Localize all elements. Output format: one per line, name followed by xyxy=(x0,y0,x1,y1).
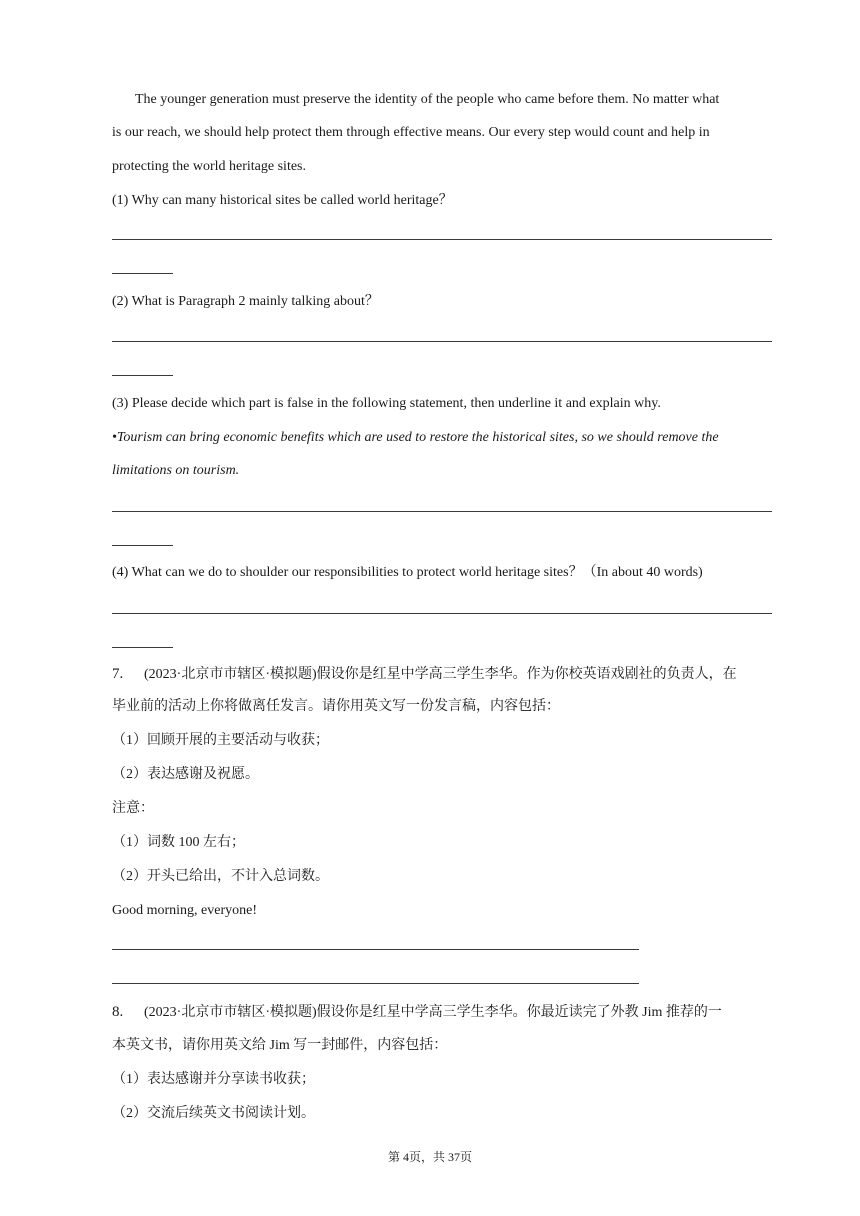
task-7-note-1: （1）词数 100 左右； xyxy=(112,835,245,850)
task-7-note-label: 注意： xyxy=(112,801,154,816)
task-7-note-2: （2）开头已给出，不计入总词数。 xyxy=(112,869,329,884)
task-7-opening: Good morning, everyone! xyxy=(112,903,258,918)
task-7-item-2: （2）表达感谢及祝愿。 xyxy=(112,767,259,782)
question-3: (3) Please decide which part is false in the following statement, then underline it and explain why. xyxy=(112,396,661,411)
passage-line-2: is our reach, we should help protect them through effective means. Our every step would count and help in xyxy=(112,125,710,140)
answer-line xyxy=(112,949,639,950)
answer-line xyxy=(112,341,772,342)
question-4: (4) What can we do to shoulder our responsibilities to protect world heritage sites？（In about 40 words) xyxy=(112,565,703,580)
answer-line xyxy=(112,273,173,274)
statement-line-2: limitations on tourism. xyxy=(112,463,240,478)
task-8-prompt: (2023·北京市市辖区·模拟题)假设你是红星中学高三学生李华。你最近读完了外教 Jim 推荐的一 xyxy=(144,1005,722,1020)
task-8-number: 8. xyxy=(112,1004,124,1020)
answer-line xyxy=(112,511,772,512)
page-footer: 第 4页，共 37页 xyxy=(387,1150,472,1164)
answer-line xyxy=(112,613,772,614)
answer-line xyxy=(112,375,173,376)
task-7-prompt: (2023·北京市市辖区·模拟题)假设你是红星中学高三学生李华。作为你校英语戏剧社的负责人，在 xyxy=(144,667,737,682)
statement-line-1: •Tourism can bring economic benefits which are used to restore the historical sites, so we should remove the xyxy=(112,430,719,445)
task-7-line-1 xyxy=(112,665,737,684)
task-7-line-2: 毕业前的活动上你将做离任发言。请你用英文写一份发言稿，内容包括： xyxy=(112,699,560,714)
task-8-item-2: （2）交流后续英文书阅读计划。 xyxy=(112,1106,315,1121)
answer-line xyxy=(112,647,173,648)
task-8-line-1 xyxy=(112,1003,722,1022)
answer-line xyxy=(112,545,173,546)
task-7-number: 7. xyxy=(112,666,124,682)
passage-line-3: protecting the world heritage sites. xyxy=(112,159,306,174)
task-8-line-2: 本英文书，请你用英文给 Jim 写一封邮件，内容包括： xyxy=(112,1038,448,1053)
answer-line xyxy=(112,983,639,984)
task-8-item-1: （1）表达感谢并分享读书收获； xyxy=(112,1072,315,1087)
question-2: (2) What is Paragraph 2 mainly talking about？ xyxy=(112,294,379,309)
question-1: (1) Why can many historical sites be called world heritage？ xyxy=(112,193,453,208)
answer-line xyxy=(112,239,772,240)
passage-line-1: The younger generation must preserve the identity of the people who came before them. No matter what xyxy=(135,92,720,107)
task-7-item-1: （1）回顾开展的主要活动与收获； xyxy=(112,733,329,748)
